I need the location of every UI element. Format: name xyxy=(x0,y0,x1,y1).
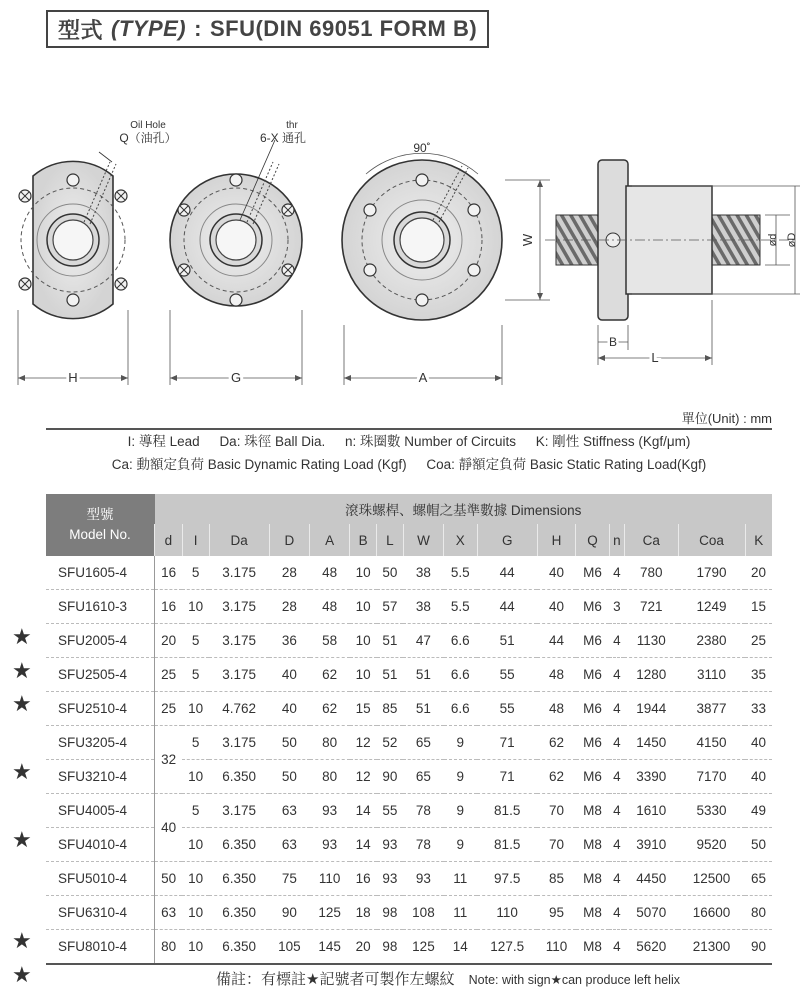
cell-d: 28 xyxy=(269,556,309,590)
cell-d: 25 xyxy=(155,658,183,692)
cell-ca: 3390 xyxy=(624,760,678,794)
table-row xyxy=(46,624,772,658)
table-row xyxy=(46,726,772,760)
cell-h: 95 xyxy=(537,896,575,930)
cell-a: 125 xyxy=(310,896,350,930)
cell-d: 80 xyxy=(155,930,183,965)
cell-i: 10 xyxy=(182,760,209,794)
cell-k: 15 xyxy=(745,590,772,624)
column-header-x: X xyxy=(444,524,478,556)
cell-g: 44 xyxy=(477,556,537,590)
left-helix-star-icon: ★ xyxy=(12,691,32,717)
cell-n: 4 xyxy=(609,624,624,658)
cell-d: 63 xyxy=(269,828,309,862)
dim-g-label: G xyxy=(230,370,242,385)
cell-i: 10 xyxy=(182,896,209,930)
cell-i: 5 xyxy=(182,556,209,590)
column-header-coa: Coa xyxy=(678,524,745,556)
cell-g: 71 xyxy=(477,760,537,794)
cell-x: 6.6 xyxy=(444,624,478,658)
table-row xyxy=(46,930,772,965)
cell-a: 145 xyxy=(310,930,350,965)
cell-w: 65 xyxy=(403,760,443,794)
column-header-q: Q xyxy=(576,524,609,556)
cell-coa: 12500 xyxy=(678,862,745,896)
model-cell: SFU2505-4 xyxy=(46,658,155,692)
sixx-label: 6-X 通孔 xyxy=(259,131,307,145)
front-view-g xyxy=(170,120,306,385)
model-cell: SFU1605-4 xyxy=(46,556,155,590)
cell-g: 51 xyxy=(477,624,537,658)
cell-q: M8 xyxy=(576,862,609,896)
cell-l: 90 xyxy=(377,760,404,794)
left-helix-star-icon: ★ xyxy=(12,928,32,953)
cell-ca: 1130 xyxy=(624,624,678,658)
title-prefix: 型式 xyxy=(58,17,104,43)
cell-h: 70 xyxy=(537,794,575,828)
column-header-w: W xyxy=(403,524,443,556)
cell-ca: 780 xyxy=(624,556,678,590)
cell-g: 44 xyxy=(477,590,537,624)
cell-n: 3 xyxy=(609,590,624,624)
cell-d: 50 xyxy=(269,760,309,794)
cell-ca: 1944 xyxy=(624,692,678,726)
cell-da: 4.762 xyxy=(209,692,269,726)
column-header-h: H xyxy=(537,524,575,556)
cell-a: 80 xyxy=(310,760,350,794)
cell-ca: 1450 xyxy=(624,726,678,760)
cell-coa: 3110 xyxy=(678,658,745,692)
model-cell: SFU8010-4 xyxy=(46,930,155,965)
cell-da: 3.175 xyxy=(209,556,269,590)
spec-table xyxy=(46,494,772,965)
legend-line-1 xyxy=(46,430,772,453)
column-header-row xyxy=(46,524,772,556)
cell-coa: 1249 xyxy=(678,590,745,624)
cell-a: 80 xyxy=(310,726,350,760)
cell-coa: 2380 xyxy=(678,624,745,658)
model-header-en: Model No. xyxy=(69,527,131,542)
cell-a: 110 xyxy=(310,862,350,896)
cell-da: 3.175 xyxy=(209,590,269,624)
cell-k: 65 xyxy=(745,862,772,896)
cell-d: 50 xyxy=(269,726,309,760)
cell-h: 110 xyxy=(537,930,575,965)
cell-h: 48 xyxy=(537,658,575,692)
model-cell: SFU4005-4 xyxy=(46,794,155,828)
cell-h: 48 xyxy=(537,692,575,726)
cell-x: 9 xyxy=(444,726,478,760)
dim-a-label: A xyxy=(418,370,428,385)
cell-d: 40 xyxy=(155,794,183,862)
cell-q: M8 xyxy=(576,794,609,828)
cell-x: 11 xyxy=(444,862,478,896)
dim-d-big-label: øD xyxy=(786,232,798,248)
cell-x: 9 xyxy=(444,760,478,794)
cell-x: 11 xyxy=(444,896,478,930)
cell-l: 98 xyxy=(377,896,404,930)
cell-w: 78 xyxy=(403,794,443,828)
cell-da: 3.175 xyxy=(209,658,269,692)
cell-a: 93 xyxy=(310,828,350,862)
dim-h-label: H xyxy=(68,370,78,385)
cell-h: 44 xyxy=(537,624,575,658)
cell-k: 25 xyxy=(745,624,772,658)
cell-l: 51 xyxy=(377,658,404,692)
cell-coa: 9520 xyxy=(678,828,745,862)
cell-d: 36 xyxy=(269,624,309,658)
cell-coa: 7170 xyxy=(678,760,745,794)
cell-k: 20 xyxy=(745,556,772,590)
cell-da: 3.175 xyxy=(209,726,269,760)
cell-d: 50 xyxy=(155,862,183,896)
note-cn-after: 記號者可製作左螺紋 xyxy=(319,971,455,988)
cell-da: 3.175 xyxy=(209,794,269,828)
cell-d: 63 xyxy=(155,896,183,930)
model-cell: SFU4010-4 xyxy=(46,828,155,862)
cell-q: M8 xyxy=(576,828,609,862)
note-star-icon: ★ xyxy=(306,971,320,988)
cell-d: 32 xyxy=(155,726,183,794)
cell-x: 9 xyxy=(444,828,478,862)
cell-coa: 21300 xyxy=(678,930,745,965)
cell-n: 4 xyxy=(609,896,624,930)
cell-coa: 5330 xyxy=(678,794,745,828)
cell-coa: 4150 xyxy=(678,726,745,760)
cell-k: 90 xyxy=(745,930,772,965)
model-cell: SFU2510-4 xyxy=(46,692,155,726)
cell-q: M6 xyxy=(576,624,609,658)
cell-b: 12 xyxy=(350,726,377,760)
cell-ca: 1610 xyxy=(624,794,678,828)
table-row xyxy=(46,794,772,828)
cell-a: 48 xyxy=(310,556,350,590)
table-row xyxy=(46,896,772,930)
cell-i: 10 xyxy=(182,828,209,862)
cell-i: 5 xyxy=(182,624,209,658)
model-header xyxy=(46,494,155,556)
cell-h: 62 xyxy=(537,726,575,760)
note-cn-before: 備註：有標註 xyxy=(216,971,307,988)
cell-x: 6.6 xyxy=(444,692,478,726)
cell-l: 52 xyxy=(377,726,404,760)
cell-q: M6 xyxy=(576,726,609,760)
cell-g: 81.5 xyxy=(477,794,537,828)
cell-d: 20 xyxy=(155,624,183,658)
cell-h: 40 xyxy=(537,556,575,590)
cell-d: 40 xyxy=(269,658,309,692)
cell-n: 4 xyxy=(609,828,624,862)
cell-g: 110 xyxy=(477,896,537,930)
cell-b: 20 xyxy=(350,930,377,965)
technical-drawing xyxy=(0,110,808,410)
cell-da: 6.350 xyxy=(209,862,269,896)
cell-w: 125 xyxy=(403,930,443,965)
cell-w: 93 xyxy=(403,862,443,896)
cell-h: 40 xyxy=(537,590,575,624)
legend xyxy=(46,428,772,476)
angle-label: 90˚ xyxy=(413,141,431,155)
table-row xyxy=(46,556,772,590)
legend-lead: I: 導程 Lead xyxy=(127,434,200,449)
cell-d: 75 xyxy=(269,862,309,896)
cell-ca: 4450 xyxy=(624,862,678,896)
cell-i: 5 xyxy=(182,726,209,760)
left-helix-star-icon: ★ xyxy=(12,961,32,987)
cell-x: 14 xyxy=(444,930,478,965)
dim-w-label: W xyxy=(520,233,535,247)
cell-n: 4 xyxy=(609,760,624,794)
cell-n: 4 xyxy=(609,692,624,726)
column-header-l: L xyxy=(377,524,404,556)
thr-label: thr xyxy=(286,120,298,131)
legend-static-load: Coa: 靜額定負荷 Basic Static Rating Load(Kgf) xyxy=(426,457,707,472)
cell-n: 4 xyxy=(609,862,624,896)
cell-coa: 16600 xyxy=(678,896,745,930)
cell-b: 10 xyxy=(350,624,377,658)
cell-q: M6 xyxy=(576,556,609,590)
side-view xyxy=(545,160,800,365)
left-helix-star-icon: ★ xyxy=(12,826,32,852)
cell-b: 16 xyxy=(350,862,377,896)
model-cell: SFU3210-4 xyxy=(46,760,155,794)
column-header-n: n xyxy=(609,524,624,556)
cell-h: 62 xyxy=(537,760,575,794)
cell-h: 85 xyxy=(537,862,575,896)
cell-i: 5 xyxy=(182,658,209,692)
footnote xyxy=(216,968,680,989)
cell-da: 6.350 xyxy=(209,896,269,930)
cell-coa: 1790 xyxy=(678,556,745,590)
column-header-k: K xyxy=(745,524,772,556)
cell-d: 40 xyxy=(269,692,309,726)
cell-n: 4 xyxy=(609,930,624,965)
left-helix-star-icon: ★ xyxy=(12,657,32,683)
model-cell: SFU2005-4 xyxy=(46,624,155,658)
cell-da: 6.350 xyxy=(209,930,269,965)
cell-n: 4 xyxy=(609,794,624,828)
cell-q: M8 xyxy=(576,930,609,965)
table-row xyxy=(46,658,772,692)
cell-k: 49 xyxy=(745,794,772,828)
cell-a: 58 xyxy=(310,624,350,658)
model-cell: SFU6310-4 xyxy=(46,896,155,930)
cell-x: 6.6 xyxy=(444,658,478,692)
title-model: SFU(DIN 69051 FORM B) xyxy=(209,16,478,41)
cell-a: 48 xyxy=(310,590,350,624)
column-header-a: A xyxy=(310,524,350,556)
column-header-g: G xyxy=(477,524,537,556)
cell-b: 10 xyxy=(350,556,377,590)
title-colon: : xyxy=(194,16,202,41)
cell-da: 3.175 xyxy=(209,624,269,658)
cell-da: 6.350 xyxy=(209,828,269,862)
cell-a: 93 xyxy=(310,794,350,828)
cell-l: 57 xyxy=(377,590,404,624)
cell-ca: 5620 xyxy=(624,930,678,965)
cell-ca: 721 xyxy=(624,590,678,624)
cell-d: 16 xyxy=(155,556,183,590)
cell-i: 5 xyxy=(182,794,209,828)
cell-l: 55 xyxy=(377,794,404,828)
title-type-word: (TYPE) xyxy=(111,16,187,41)
cell-g: 71 xyxy=(477,726,537,760)
cell-d: 105 xyxy=(269,930,309,965)
left-helix-star-icon: ★ xyxy=(12,759,32,784)
cell-k: 80 xyxy=(745,896,772,930)
cell-w: 65 xyxy=(403,726,443,760)
cell-da: 6.350 xyxy=(209,760,269,794)
cell-i: 10 xyxy=(182,590,209,624)
cell-g: 97.5 xyxy=(477,862,537,896)
cell-d: 16 xyxy=(155,590,183,624)
cell-n: 4 xyxy=(609,658,624,692)
cell-l: 93 xyxy=(377,862,404,896)
oil-hole-label: Oil Hole xyxy=(130,120,166,131)
cell-d: 63 xyxy=(269,794,309,828)
cell-k: 40 xyxy=(745,726,772,760)
table-row xyxy=(46,692,772,726)
column-header-d: d xyxy=(155,524,183,556)
cell-q: M6 xyxy=(576,658,609,692)
legend-stiffness: K: 剛性 Stiffness (Kgf/μm) xyxy=(535,434,691,449)
cell-x: 5.5 xyxy=(444,556,478,590)
model-cell: SFU5010-4 xyxy=(46,862,155,896)
cell-b: 12 xyxy=(350,760,377,794)
cell-l: 98 xyxy=(377,930,404,965)
cell-d: 28 xyxy=(269,590,309,624)
column-header-ca: Ca xyxy=(624,524,678,556)
cell-w: 38 xyxy=(403,556,443,590)
dim-d-small-label: ød xyxy=(767,233,779,247)
cell-g: 55 xyxy=(477,692,537,726)
cell-l: 93 xyxy=(377,828,404,862)
cell-q: M6 xyxy=(576,590,609,624)
cell-b: 10 xyxy=(350,658,377,692)
legend-circuits: n: 珠圈數 Number of Circuits xyxy=(344,434,517,449)
cell-g: 127.5 xyxy=(477,930,537,965)
legend-dynamic-load: Ca: 動額定負荷 Basic Dynamic Rating Load (Kgf) xyxy=(111,457,407,472)
front-view-h xyxy=(0,120,177,385)
cell-i: 10 xyxy=(182,692,209,726)
cell-a: 62 xyxy=(310,658,350,692)
column-header-da: Da xyxy=(209,524,269,556)
cell-w: 47 xyxy=(403,624,443,658)
cell-w: 108 xyxy=(403,896,443,930)
dimensions-header: 滾珠螺桿、螺帽之基準數據 Dimensions xyxy=(155,494,773,524)
cell-b: 14 xyxy=(350,828,377,862)
cell-h: 70 xyxy=(537,828,575,862)
table-row xyxy=(46,862,772,896)
model-header-cn: 型號 xyxy=(86,507,114,522)
cell-g: 81.5 xyxy=(477,828,537,862)
cell-w: 51 xyxy=(403,692,443,726)
cell-k: 33 xyxy=(745,692,772,726)
spec-table-body xyxy=(46,556,772,964)
cell-b: 18 xyxy=(350,896,377,930)
cell-q: M6 xyxy=(576,692,609,726)
cell-k: 35 xyxy=(745,658,772,692)
unit-label: 單位(Unit) : mm xyxy=(681,411,772,426)
cell-g: 55 xyxy=(477,658,537,692)
column-header-d: D xyxy=(269,524,309,556)
cell-d: 90 xyxy=(269,896,309,930)
note-en-star-icon: ★ xyxy=(550,973,562,987)
cell-k: 40 xyxy=(745,760,772,794)
cell-l: 85 xyxy=(377,692,404,726)
cell-ca: 5070 xyxy=(624,896,678,930)
front-view-a xyxy=(342,141,550,385)
cell-i: 10 xyxy=(182,862,209,896)
cell-k: 50 xyxy=(745,828,772,862)
q-label: Q（油孔） xyxy=(119,131,177,145)
cell-b: 10 xyxy=(350,590,377,624)
cell-d: 25 xyxy=(155,692,183,726)
legend-line-2 xyxy=(46,453,772,476)
cell-l: 50 xyxy=(377,556,404,590)
column-header-i: I xyxy=(182,524,209,556)
cell-a: 62 xyxy=(310,692,350,726)
column-header-b: B xyxy=(350,524,377,556)
legend-ball-dia: Da: 珠徑 Ball Dia. xyxy=(219,434,326,449)
left-helix-star-icon: ★ xyxy=(12,623,32,649)
cell-n: 4 xyxy=(609,556,624,590)
cell-ca: 1280 xyxy=(624,658,678,692)
model-cell: SFU1610-3 xyxy=(46,590,155,624)
cell-b: 14 xyxy=(350,794,377,828)
cell-coa: 3877 xyxy=(678,692,745,726)
cell-w: 78 xyxy=(403,828,443,862)
cell-b: 15 xyxy=(350,692,377,726)
dim-l-label: L xyxy=(651,350,659,365)
cell-q: M8 xyxy=(576,896,609,930)
cell-q: M6 xyxy=(576,760,609,794)
cell-x: 9 xyxy=(444,794,478,828)
page-title xyxy=(46,10,489,48)
cell-ca: 3910 xyxy=(624,828,678,862)
cell-i: 10 xyxy=(182,930,209,965)
cell-w: 51 xyxy=(403,658,443,692)
cell-w: 38 xyxy=(403,590,443,624)
note-en-after: can produce left helix xyxy=(561,973,680,987)
dim-b-label: B xyxy=(608,335,618,349)
note-en-before: Note: with sign xyxy=(468,973,551,987)
table-row xyxy=(46,590,772,624)
cell-l: 51 xyxy=(377,624,404,658)
cell-n: 4 xyxy=(609,726,624,760)
model-cell: SFU3205-4 xyxy=(46,726,155,760)
cell-x: 5.5 xyxy=(444,590,478,624)
